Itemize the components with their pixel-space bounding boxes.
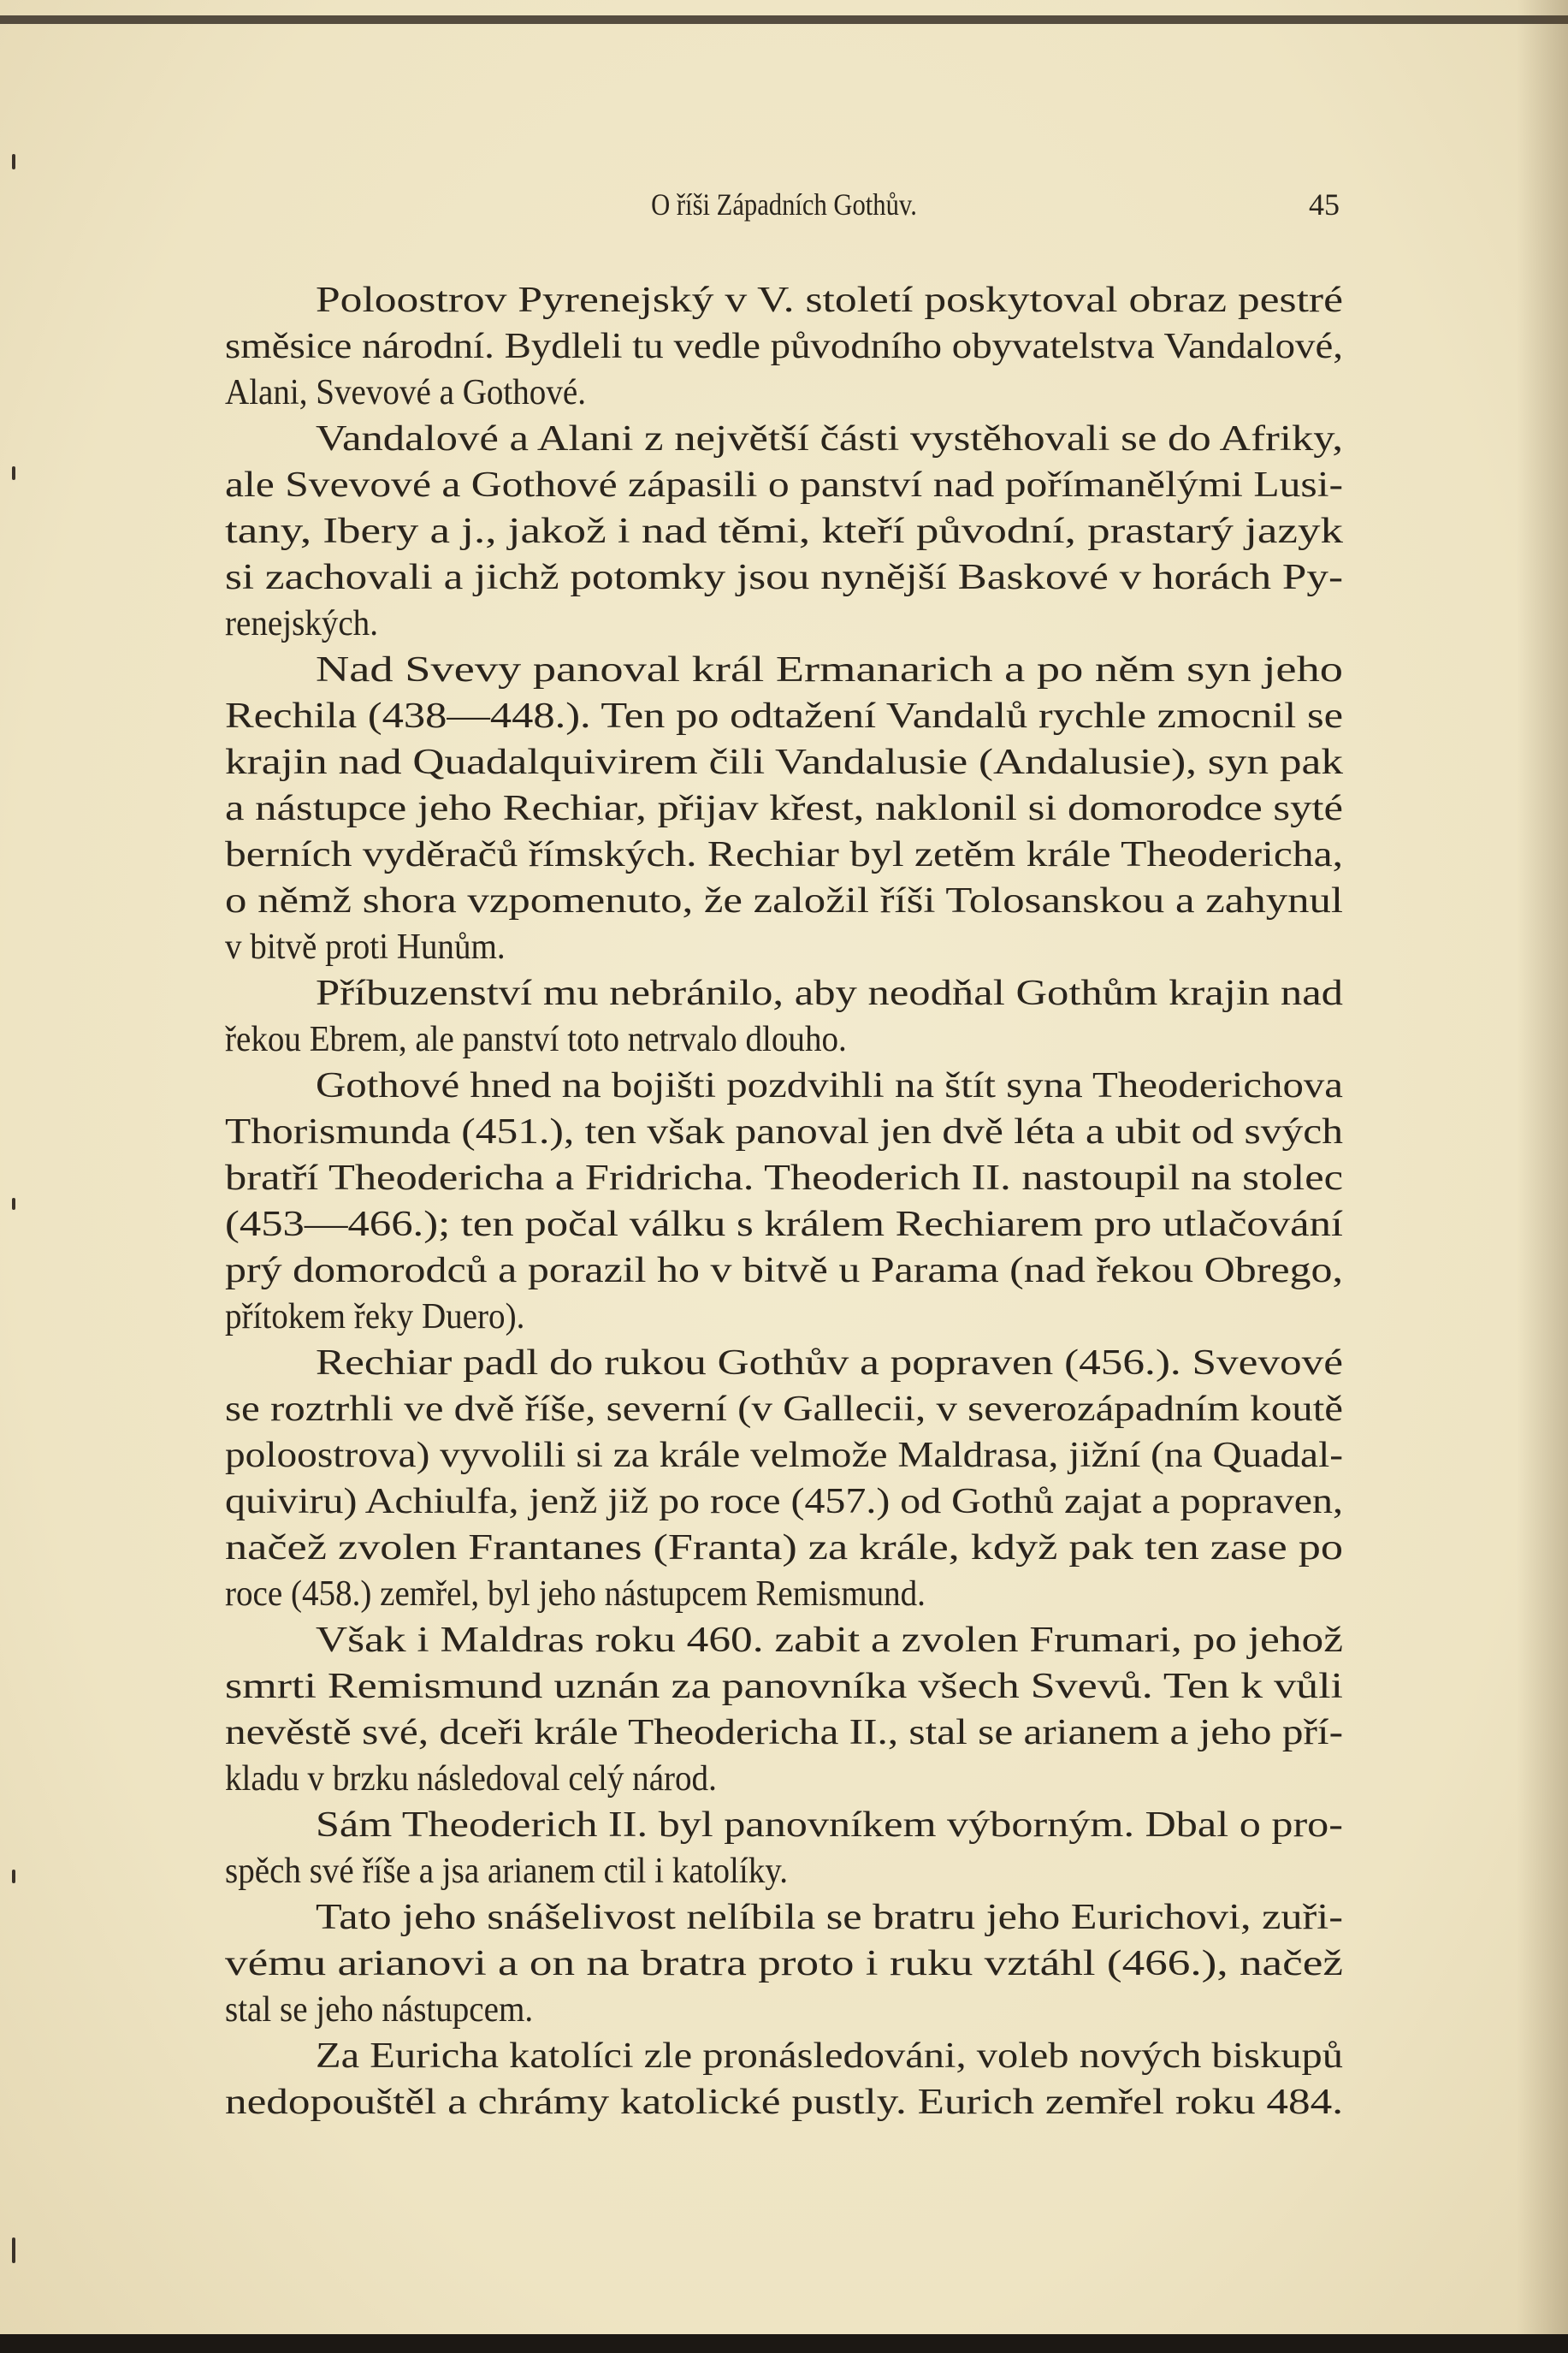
running-header — [225, 183, 1343, 226]
text-line — [225, 832, 1343, 878]
text-line-content: renejských. — [225, 604, 378, 643]
paragraph — [225, 1340, 1343, 1617]
text-line-content: berních vyděračů římských. Rechiar byl zetěm krále Theodericha, — [225, 835, 1343, 874]
text-line — [225, 1756, 1343, 1802]
page-gutter-shadow — [1517, 0, 1568, 2353]
text-line-content: Rechiar padl do rukou Gothův a popraven (456.). Svevové — [316, 1343, 1343, 1383]
text-line — [225, 416, 1343, 462]
text-line — [225, 323, 1343, 370]
text-line — [225, 693, 1343, 739]
text-line-content: ale Svevové a Gothové zápasili o panství nad pořímanělými Lusi- — [225, 465, 1343, 505]
margin-mark — [12, 1198, 15, 1210]
text-line — [225, 1710, 1343, 1756]
text-line-content: Poloostrov Pyrenejský v V. století poskytoval obraz pestré — [316, 281, 1343, 320]
body-text — [225, 277, 1343, 2125]
running-title: O říši Západních Gothův. — [651, 187, 917, 222]
text-line — [225, 1248, 1343, 1294]
paragraph — [225, 416, 1343, 647]
text-line-content: (453—466.); ten počal válku s králem Rechiarem pro utlačování — [225, 1205, 1343, 1244]
text-line-content: o němž shora vzpomenuto, že založil říši Tolosanskou a zahynul — [225, 881, 1343, 921]
text-line-content: Však i Maldras roku 460. zabit a zvolen Frumari, po jehož — [316, 1621, 1343, 1660]
text-line-content: si zachovali a jichž potomky jsou nynější Baskové v horách Py- — [225, 558, 1343, 597]
text-line-content: Gothové hned na bojišti pozdvihli na štít syna Theoderichova — [316, 1066, 1343, 1105]
text-line — [225, 1894, 1343, 1941]
text-line-content: nevěstě své, dceři krále Theodericha II., stal se arianem a jeho pří- — [225, 1713, 1343, 1752]
text-line-content: roce (458.) zemřel, byl jeho nástupcem Remismund. — [225, 1574, 926, 1614]
text-line-content: nedopouštěl a chrámy katolické pustly. Eurich zemřel roku 484. — [225, 2083, 1343, 2122]
text-line-content: Tato jeho snášelivost nelíbila se bratru jeho Eurichovi, zuři- — [316, 1898, 1343, 1937]
text-line-content: směsice národní. Bydleli tu vedle původního obyvatelstva Vandalové, — [225, 327, 1343, 366]
text-line — [225, 1479, 1343, 1525]
text-line-content: smrti Remismund uznán za panovníka všech Svevů. Ten k vůli — [225, 1667, 1343, 1706]
text-line-content: poloostrova) vyvolili si za krále velmože Maldrasa, jižní (na Quadal- — [225, 1436, 1343, 1475]
text-line-content: Za Euricha katolíci zle pronásledováni, voleb nových biskupů — [316, 2036, 1343, 2076]
text-line — [225, 785, 1343, 832]
text-line-content: a nástupce jeho Rechiar, přijav křest, naklonil si domorodce syté — [225, 789, 1343, 828]
page-number: 45 — [1309, 187, 1340, 222]
text-line — [225, 1848, 1343, 1894]
text-line-content: Příbuzenství mu nebránilo, aby neodňal Gothům krajin nad — [316, 974, 1343, 1013]
text-line — [225, 277, 1343, 323]
text-line-content: tany, Ibery a j., jakož i nad těmi, kteří původní, prastarý jazyk — [225, 512, 1343, 551]
text-line — [225, 1340, 1343, 1386]
paragraph — [225, 277, 1343, 416]
paragraph — [225, 1894, 1343, 2033]
paragraph — [225, 1063, 1343, 1340]
text-line — [225, 1294, 1343, 1340]
page-top-edge — [0, 15, 1568, 24]
text-line-content: quiviru) Achiulfa, jenž již po roce (457.) od Gothů zajat a popraven, — [225, 1482, 1343, 1521]
text-line — [225, 2079, 1343, 2125]
text-line-content: řekou Ebrem, ale panství toto netrvalo dlouho. — [225, 1020, 847, 1059]
text-line-content: spěch své říše a jsa arianem ctil i katolíky. — [225, 1852, 789, 1891]
text-line — [225, 1155, 1343, 1201]
text-line — [225, 970, 1343, 1016]
paragraph — [225, 647, 1343, 970]
text-line — [225, 508, 1343, 554]
text-line-content: Rechila (438—448.). Ten po odtažení Vandalů rychle zmocnil se — [225, 696, 1343, 736]
text-line — [225, 2033, 1343, 2079]
text-line — [225, 1617, 1343, 1663]
text-line — [225, 1987, 1343, 2033]
paragraph — [225, 1802, 1343, 1894]
text-line-content: stal se jeho nástupcem. — [225, 1990, 534, 2030]
text-line — [225, 647, 1343, 693]
text-line — [225, 878, 1343, 924]
margin-mark — [12, 466, 15, 480]
text-line — [225, 1386, 1343, 1432]
margin-mark — [12, 1870, 15, 1883]
text-line-content: se roztrhli ve dvě říše, severní (v Gallecii, v severozápadním koutě — [225, 1390, 1343, 1429]
text-line-content: v bitvě proti Hunům. — [225, 928, 506, 967]
text-line-content: Thorismunda (451.), ten však panoval jen dvě léta a ubit od svých — [225, 1112, 1343, 1152]
paragraph — [225, 2033, 1343, 2125]
text-line — [225, 1432, 1343, 1479]
text-line-content: kladu v brzku následoval celý národ. — [225, 1759, 717, 1799]
text-line — [225, 1201, 1343, 1248]
text-line-content: krajin nad Quadalquivirem čili Vandalusie (Andalusie), syn pak — [225, 743, 1343, 782]
text-line — [225, 739, 1343, 785]
text-line — [225, 601, 1343, 647]
text-line-content: Nad Svevy panoval král Ermanarich a po něm syn jeho — [316, 650, 1343, 690]
text-line — [225, 462, 1343, 508]
text-line — [225, 1063, 1343, 1109]
margin-mark — [12, 2237, 15, 2263]
text-line-content: načež zvolen Frantanes (Franta) za krále, když pak ten zase po — [225, 1528, 1343, 1568]
text-line — [225, 1109, 1343, 1155]
text-line-content: vému arianovi a on na bratra proto i ruku vztáhl (466.), načež — [225, 1944, 1343, 1983]
text-line-content: přítokem řeky Duero). — [225, 1297, 525, 1337]
text-line — [225, 1802, 1343, 1848]
text-line — [225, 1941, 1343, 1987]
text-line — [225, 1525, 1343, 1571]
text-line — [225, 1571, 1343, 1617]
text-line — [225, 554, 1343, 601]
text-line-content: prý domorodců a porazil ho v bitvě u Parama (nad řekou Obrego, — [225, 1251, 1343, 1290]
page-bottom-edge — [0, 2334, 1568, 2353]
text-line-content: Alani, Svevové a Gothové. — [225, 373, 586, 412]
paragraph — [225, 970, 1343, 1063]
paragraph — [225, 1617, 1343, 1802]
text-line — [225, 1016, 1343, 1063]
text-line-content: Vandalové a Alani z největší části vystěhovali se do Afriky, — [316, 419, 1343, 459]
margin-mark — [12, 154, 15, 169]
text-line — [225, 924, 1343, 970]
text-line — [225, 370, 1343, 416]
text-line-content: bratří Theodericha a Fridricha. Theoderich II. nastoupil na stolec — [225, 1159, 1343, 1198]
text-line-content: Sám Theoderich II. byl panovníkem výborným. Dbal o pro- — [316, 1805, 1343, 1845]
text-line — [225, 1663, 1343, 1710]
